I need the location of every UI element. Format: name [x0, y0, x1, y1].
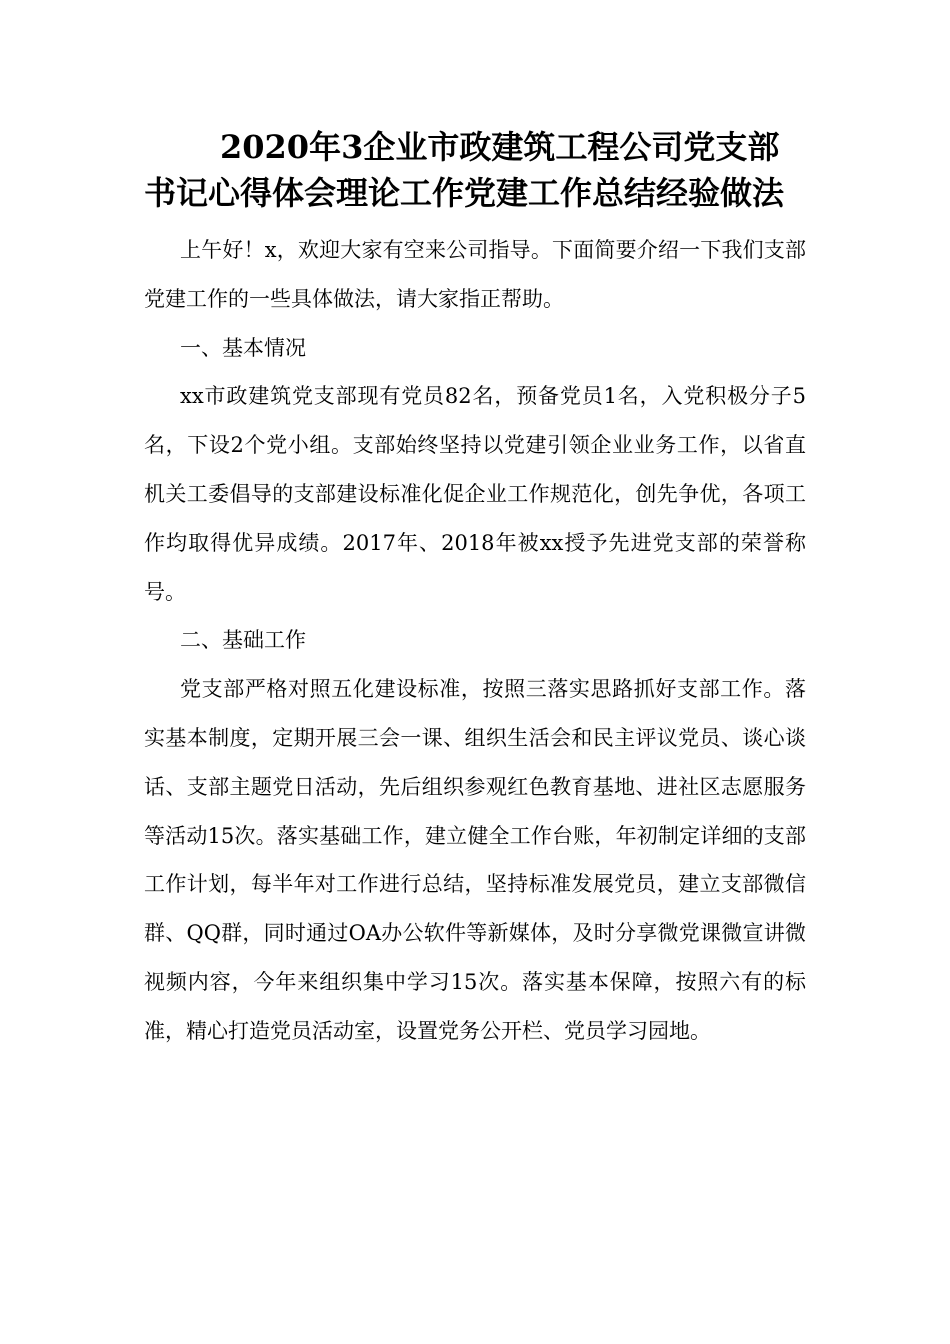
paragraph-greeting: 上午好！x，欢迎大家有空来公司指导。下面简要介绍一下我们支部党建工作的一些具体做法，请大家指正帮助。 — [144, 238, 806, 311]
document-page — [144, 124, 806, 1056]
section-heading-basic-situation: 一、基本情况 — [180, 335, 306, 360]
document-title: 2020年3企业市政建筑工程公司党支部书记心得体会理论工作党建工作总结经验做法 — [144, 128, 785, 212]
document-body — [144, 226, 806, 1056]
paragraph-foundation-work: 党支部严格对照五化建设标准，按照三落实思路抓好支部工作。落实基本制度，定期开展三会一课、组织生活会和民主评议党员、谈心谈话、支部主题党日活动，先后组织参观红色教育基地、进社区志愿服务等活动15次。落实基础工作，建立健全工作台账，年初制定详细的支部工作计划，每半年对工作进行总结，坚持标准发展党员，建立支部微信群、QQ群，同时通过OA办公软件等新媒体，及时分享微党课微宣讲微视频内容，今年来组织集中学习15次。落实基本保障，按照六有的标准，精心打造党员活动室，设置党务公开栏、党员学习园地。 — [144, 677, 806, 1043]
paragraph-basic-situation: xx市政建筑党支部现有党员82名，预备党员1名，入党积极分子5名，下设2个党小组。支部始终坚持以党建引领企业业务工作，以省直机关工委倡导的支部建设标准化促企业工作规范化，创先争优，各项工作均取得优异成绩。2017年、2018年被xx授予先进党支部的荣誉称号。 — [144, 384, 806, 604]
section-heading-foundation-work: 二、基础工作 — [180, 628, 306, 653]
